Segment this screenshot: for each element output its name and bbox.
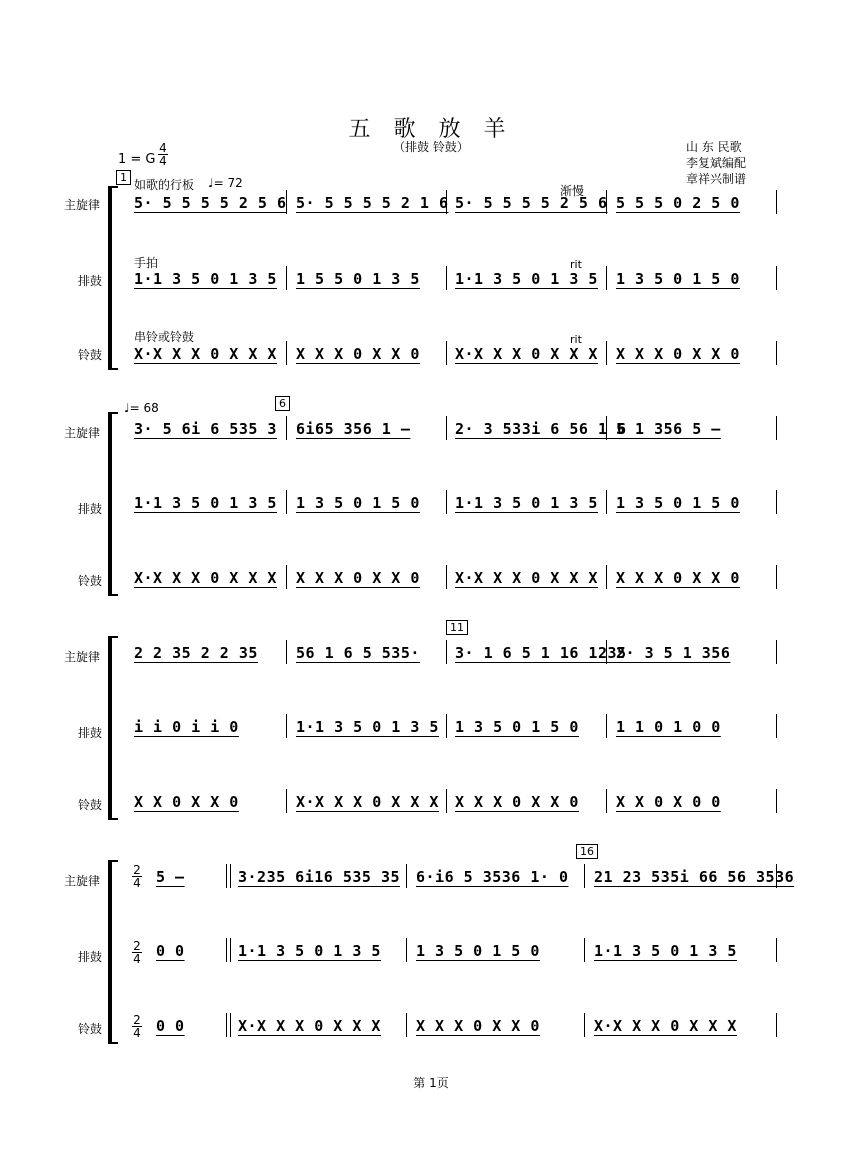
barline	[286, 341, 287, 365]
measure-notes: 6i65 356 1 –	[296, 420, 411, 438]
barline	[584, 938, 585, 962]
barline	[606, 490, 607, 514]
system-bracket	[108, 860, 118, 1044]
measure-notes: 5· 5 5 5 5 2 1 6	[296, 194, 449, 212]
part-label-melody: 主旋律	[64, 650, 101, 664]
measure-notes: 1·1 3 5 0 1 3 5	[455, 270, 598, 288]
barline	[446, 266, 447, 290]
system-bracket	[108, 186, 118, 370]
measure-notes: X X X 0 X X 0	[296, 345, 420, 363]
measure-notes: 0 0	[156, 1017, 185, 1035]
time-sig-top: 2	[133, 939, 141, 953]
measure-notes: 0 0	[156, 942, 185, 960]
time-sig-top: 2	[133, 1013, 141, 1027]
barline	[606, 266, 607, 290]
time-sig-bottom: 4	[133, 1026, 141, 1040]
barline	[776, 789, 777, 813]
barline	[406, 1013, 407, 1037]
measure-notes: 1 5 5 0 1 3 5	[296, 270, 420, 288]
barline	[776, 565, 777, 589]
system-bracket	[108, 412, 118, 596]
measure-notes: 1 3 5 0 1 5 0	[616, 270, 740, 288]
barline	[446, 565, 447, 589]
barline	[606, 190, 607, 214]
measure-notes: X·X X X 0 X X X	[455, 345, 598, 363]
measure-notes: 3· 1 6 5 1 16 1235	[455, 644, 627, 662]
time-sig-top: 4	[159, 141, 167, 155]
part-label-linggu: 铃鼓	[78, 348, 103, 362]
measure-notes: 1 3 5 0 1 5 0	[296, 494, 420, 512]
part-label-melody: 主旋律	[64, 426, 101, 440]
time-signature	[132, 940, 142, 965]
barline	[446, 490, 447, 514]
barline	[776, 938, 777, 962]
measure-notes: 21 23 535i 66 56 3536	[594, 868, 795, 886]
barline	[776, 490, 777, 514]
measure-notes: 1·1 3 5 0 1 3 5	[296, 718, 439, 736]
measure-number-16: 16	[576, 844, 598, 859]
credit-origin: 山 东 民歌	[686, 140, 742, 154]
barline	[286, 714, 287, 738]
measure-notes: X·X X X 0 X X X	[134, 569, 277, 587]
measure-notes: 3·235 6i16 535 35	[238, 868, 401, 886]
annotation-rit-1: rit	[570, 258, 582, 271]
part-label-paigu: 排鼓	[78, 950, 103, 964]
barline	[446, 714, 447, 738]
part-label-paigu: 排鼓	[78, 726, 103, 740]
time-sig-bottom: 4	[133, 952, 141, 966]
measure-notes: X·X X X 0 X X X	[238, 1017, 381, 1035]
part-label-linggu: 铃鼓	[78, 798, 103, 812]
barline	[446, 640, 447, 664]
barline	[230, 1013, 231, 1037]
part-label-paigu: 排鼓	[78, 274, 103, 288]
measure-notes: 5· 5 5 5 5 2 5 6	[134, 194, 287, 212]
measure-notes: X X X 0 X X 0	[616, 569, 740, 587]
barline	[226, 938, 227, 962]
annotation-clap: 手拍	[134, 256, 159, 270]
barline	[286, 640, 287, 664]
barline	[606, 789, 607, 813]
barline	[776, 714, 777, 738]
time-signature	[132, 1014, 142, 1039]
barline	[286, 266, 287, 290]
part-label-linggu: 铃鼓	[78, 1022, 103, 1036]
annotation-rit-2: rit	[570, 333, 582, 346]
barline	[406, 864, 407, 888]
system-bracket	[108, 636, 118, 820]
barline	[446, 341, 447, 365]
barline	[406, 938, 407, 962]
barline	[446, 789, 447, 813]
measure-notes: 2· 3 533i 6 56 1 6	[455, 420, 627, 438]
part-label-melody: 主旋律	[64, 198, 101, 212]
measure-notes: 56 1 6 5 535·	[296, 644, 420, 662]
barline	[446, 190, 447, 214]
measure-notes: X·X X X 0 X X X	[455, 569, 598, 587]
measure-notes: X·X X X 0 X X X	[594, 1017, 737, 1035]
barline	[606, 416, 607, 440]
measure-notes: X·X X X 0 X X X	[296, 793, 439, 811]
barline	[606, 640, 607, 664]
measure-notes: i i 0 i i 0	[134, 718, 239, 736]
measure-notes: 2 2 35 2 2 35	[134, 644, 258, 662]
barline	[286, 416, 287, 440]
barline	[230, 938, 231, 962]
barline	[286, 490, 287, 514]
barline	[286, 789, 287, 813]
measure-number-11: 11	[446, 620, 468, 635]
measure-notes: 1 3 5 0 1 5 0	[416, 942, 540, 960]
measure-number-1: 1	[116, 170, 131, 185]
measure-notes: 5· 5 5 5 5 2 5 6	[455, 194, 608, 212]
measure-notes: 2· 3 5 1 356	[616, 644, 731, 662]
measure-number-6: 6	[275, 396, 290, 411]
part-label-linggu: 铃鼓	[78, 574, 103, 588]
measure-notes: 5 –	[156, 868, 185, 886]
time-signature	[158, 142, 168, 167]
tempo-label: 如歌的行板	[134, 178, 195, 192]
measure-notes: 1·1 3 5 0 1 3 5	[134, 494, 277, 512]
barline	[286, 565, 287, 589]
barline	[776, 341, 777, 365]
measure-notes: 3· 5 6i 6 535 3	[134, 420, 277, 438]
barline	[776, 640, 777, 664]
measure-notes: 1 3 5 0 1 5 0	[455, 718, 579, 736]
measure-notes: X X 0 X 0 0	[616, 793, 721, 811]
page-number: 第 1页	[413, 1076, 449, 1090]
tempo-marking-1: ♩= 72	[208, 176, 243, 190]
measure-notes: 1·1 3 5 0 1 3 5	[594, 942, 737, 960]
measure-notes: X X X 0 X X 0	[296, 569, 420, 587]
barline	[230, 864, 231, 888]
time-sig-bottom: 4	[133, 876, 141, 890]
time-signature	[132, 864, 142, 889]
score-subtitle: （排鼓 铃鼓）	[393, 140, 469, 154]
score-title: 五 歌 放 羊	[348, 117, 514, 142]
barline	[776, 1013, 777, 1037]
credit-arranger: 李复斌编配	[686, 156, 747, 170]
barline	[606, 714, 607, 738]
measure-notes: X X X 0 X X 0	[455, 793, 579, 811]
barline	[776, 864, 777, 888]
annotation-slower: 渐慢	[560, 184, 585, 198]
measure-notes: 6·i6 5 3536 1· 0	[416, 868, 569, 886]
measure-notes: 1·1 3 5 0 1 3 5	[134, 270, 277, 288]
measure-notes: X X 0 X X 0	[134, 793, 239, 811]
measure-notes: 1 3 5 0 1 5 0	[616, 494, 740, 512]
barline	[286, 190, 287, 214]
barline	[776, 190, 777, 214]
time-sig-top: 2	[133, 863, 141, 877]
key-signature: 1 = G	[118, 152, 156, 167]
part-label-paigu: 排鼓	[78, 502, 103, 516]
barline	[606, 341, 607, 365]
measure-notes: 1·1 3 5 0 1 3 5	[238, 942, 381, 960]
annotation-bells: 串铃或铃鼓	[134, 330, 195, 344]
measure-notes: X X X 0 X X 0	[616, 345, 740, 363]
measure-notes: 5 1 356 5 –	[616, 420, 721, 438]
time-sig-bottom: 4	[159, 154, 167, 168]
measure-notes: X X X 0 X X 0	[416, 1017, 540, 1035]
credit-engraver: 章祥兴制谱	[686, 172, 747, 186]
measure-notes: 1 1 0 1 0 0	[616, 718, 721, 736]
barline	[584, 1013, 585, 1037]
measure-notes: 5 5 5 0 2 5 0	[616, 194, 740, 212]
tempo-marking-2: ♩= 68	[124, 401, 159, 415]
barline	[584, 864, 585, 888]
barline	[446, 416, 447, 440]
measure-notes: 1·1 3 5 0 1 3 5	[455, 494, 598, 512]
barline	[776, 416, 777, 440]
measure-notes: X·X X X 0 X X X	[134, 345, 277, 363]
part-label-melody: 主旋律	[64, 874, 101, 888]
barline	[606, 565, 607, 589]
barline	[776, 266, 777, 290]
barline	[226, 864, 227, 888]
barline	[226, 1013, 227, 1037]
